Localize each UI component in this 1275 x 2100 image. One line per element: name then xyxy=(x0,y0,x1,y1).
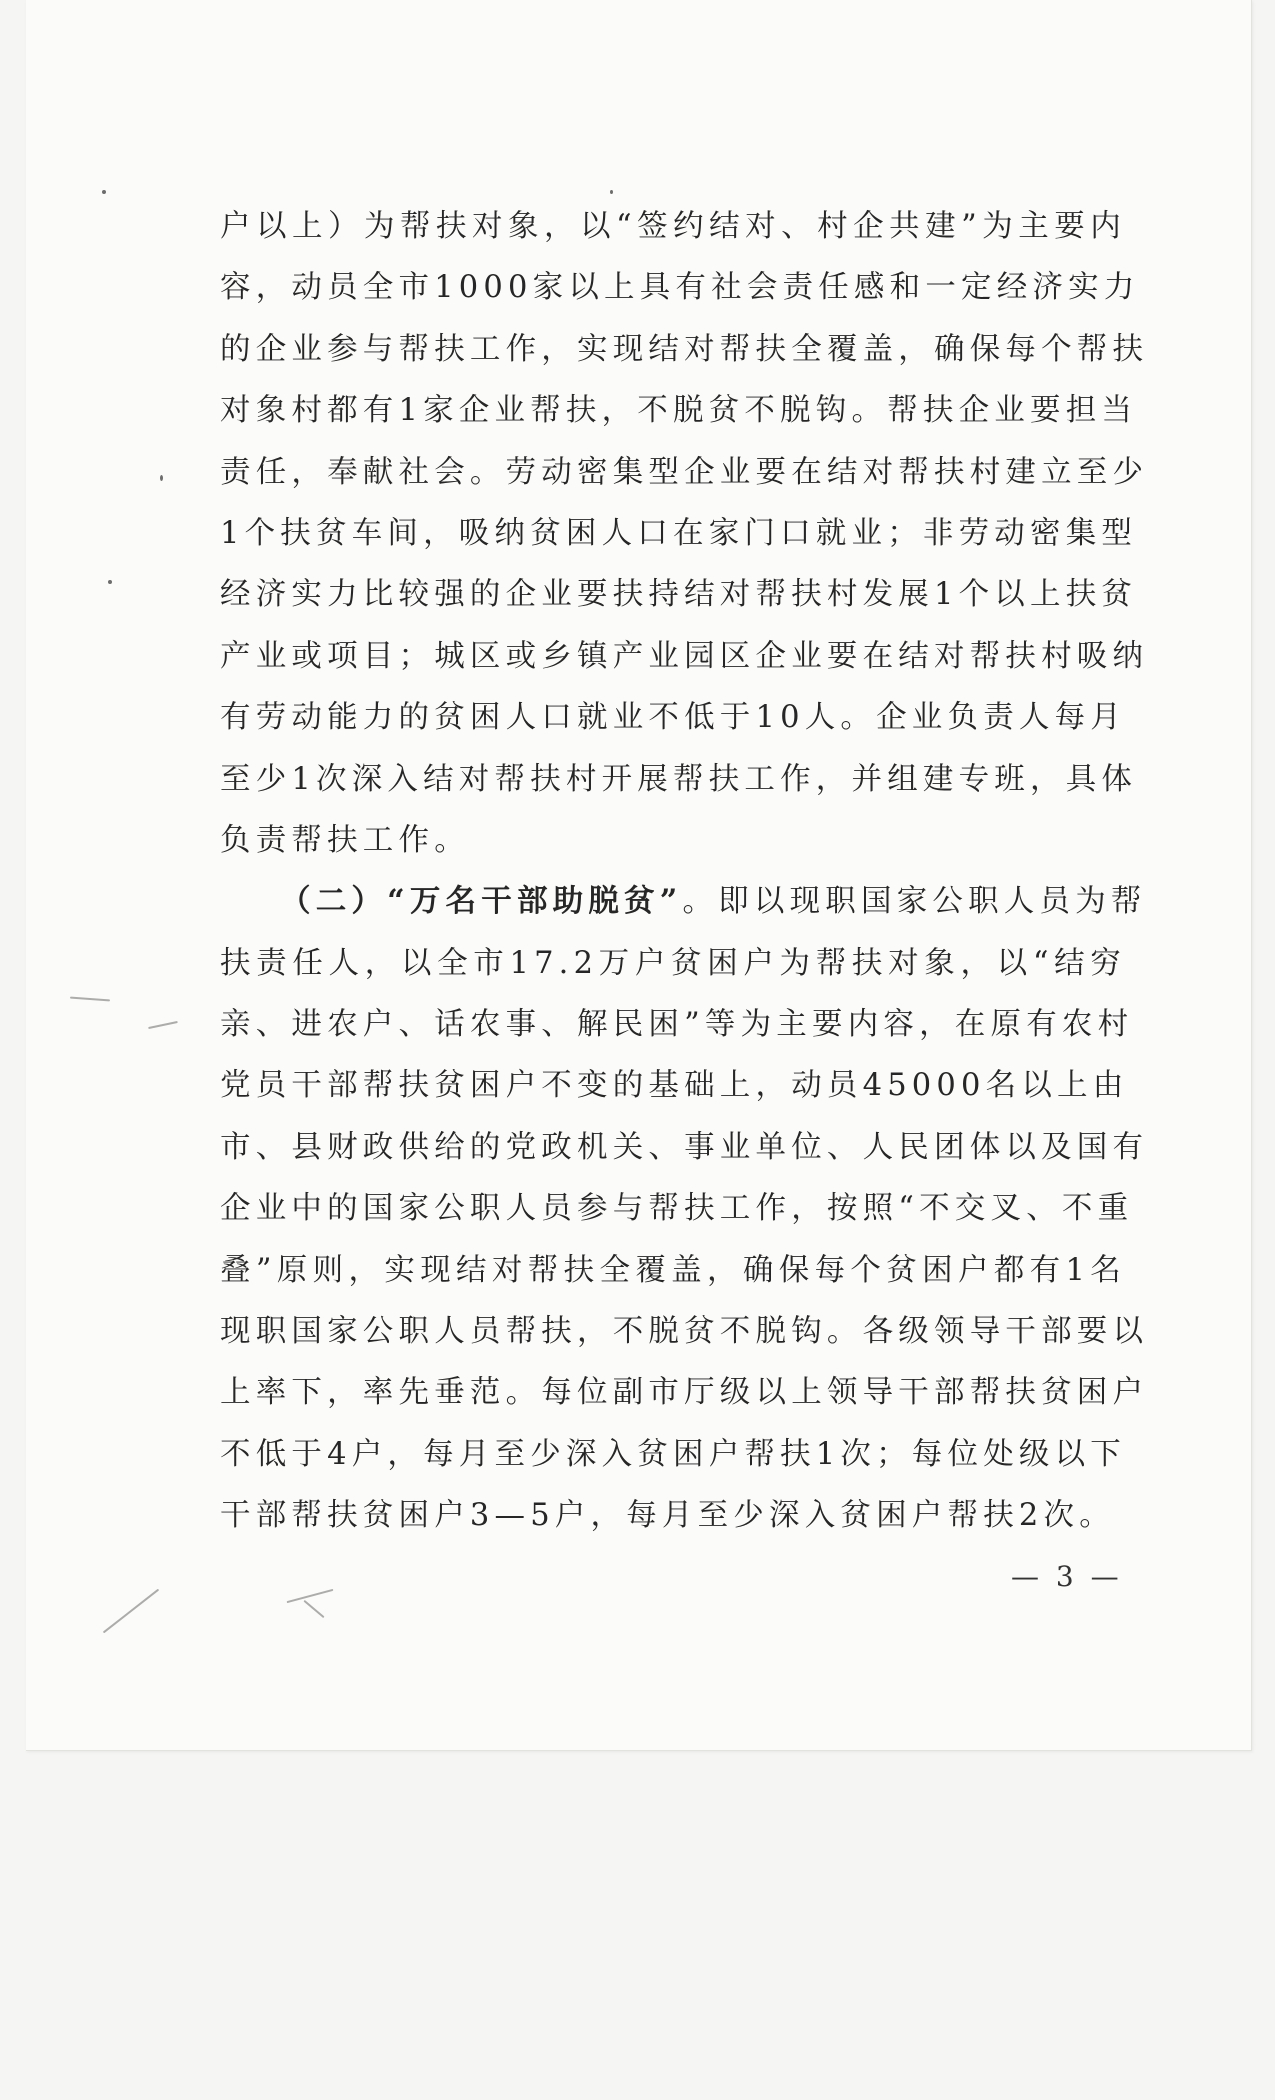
section-heading-continuation: 。即以现职国家公职人员为帮 xyxy=(682,884,1147,920)
scan-mark xyxy=(148,1021,178,1029)
text-line: 有劳动能力的贫困人口就业不低于10人。企业负责人每月 xyxy=(220,700,1127,736)
scan-mark xyxy=(303,1600,324,1618)
scan-speck xyxy=(102,190,106,194)
text-line: 1个扶贫车间，吸纳贫困人口在家门口就业；非劳动密集型 xyxy=(220,515,1138,551)
section-heading: （二）“万名干部助脱贫” xyxy=(280,883,683,920)
text-line: 容，动员全市1000家以上具有社会责任感和一定经济实力 xyxy=(220,270,1140,306)
section-two-first-line xyxy=(220,871,1147,932)
text-line: 党员干部帮扶贫困户不变的基础上，动员45000名以上由 xyxy=(220,1068,1129,1104)
page-number: — 3 — xyxy=(1011,1560,1123,1593)
document-body xyxy=(220,196,1149,1547)
text-line: 责任，奉献社会。劳动密集型企业要在结对帮扶村建立至少 xyxy=(220,454,1149,490)
text-line: 经济实力比较强的企业要扶持结对帮扶村发展1个以上扶贫 xyxy=(220,577,1138,613)
text-line: 负责帮扶工作。 xyxy=(220,822,470,858)
text-line: 不低于4户，每月至少深入贫困户帮扶1次；每位处级以下 xyxy=(220,1436,1127,1472)
text-line: 对象村都有1家企业帮扶，不脱贫不脱钩。帮扶企业要担当 xyxy=(220,393,1138,429)
text-line: 上率下，率先垂范。每位副市厅级以上领导干部帮扶贫困户 xyxy=(220,1375,1149,1411)
text-line: 叠”原则，实现结对帮扶全覆盖，确保每个贫困户都有1名 xyxy=(220,1252,1126,1288)
text-line: 户以上）为帮扶对象，以“签约结对、村企共建”为主要内 xyxy=(220,209,1126,244)
scan-mark xyxy=(70,997,110,1002)
text-line: 产业或项目；城区或乡镇产业园区企业要在结对帮扶村吸纳 xyxy=(220,638,1149,674)
scan-speck xyxy=(160,475,163,481)
scan-mark xyxy=(287,1589,334,1603)
scan-speck xyxy=(610,190,613,194)
text-line: 至少1次深入结对帮扶村开展帮扶工作，并组建专班，具体 xyxy=(220,761,1138,797)
text-line: 亲、进农户、话农事、解民困”等为主要内容，在原有农村 xyxy=(220,1007,1134,1043)
text-line: 企业中的国家公职人员参与帮扶工作，按照“不交叉、不重 xyxy=(220,1191,1134,1227)
text-line: 的企业参与帮扶工作，实现结对帮扶全覆盖，确保每个帮扶 xyxy=(220,331,1149,367)
text-line: 市、县财政供给的党政机关、事业单位、人民团体以及国有 xyxy=(220,1129,1149,1165)
text-line: 干部帮扶贫困户3—5户，每月至少深入贫困户帮扶2次。 xyxy=(220,1498,1115,1534)
scan-mark xyxy=(103,1589,159,1634)
document-page xyxy=(26,0,1252,1751)
text-line: 现职国家公职人员帮扶，不脱贫不脱钩。各级领导干部要以 xyxy=(220,1314,1149,1350)
text-line: 扶责任人，以全市17.2万户贫困户为帮扶对象，以“结穷 xyxy=(220,945,1126,981)
scan-speck xyxy=(108,580,112,584)
